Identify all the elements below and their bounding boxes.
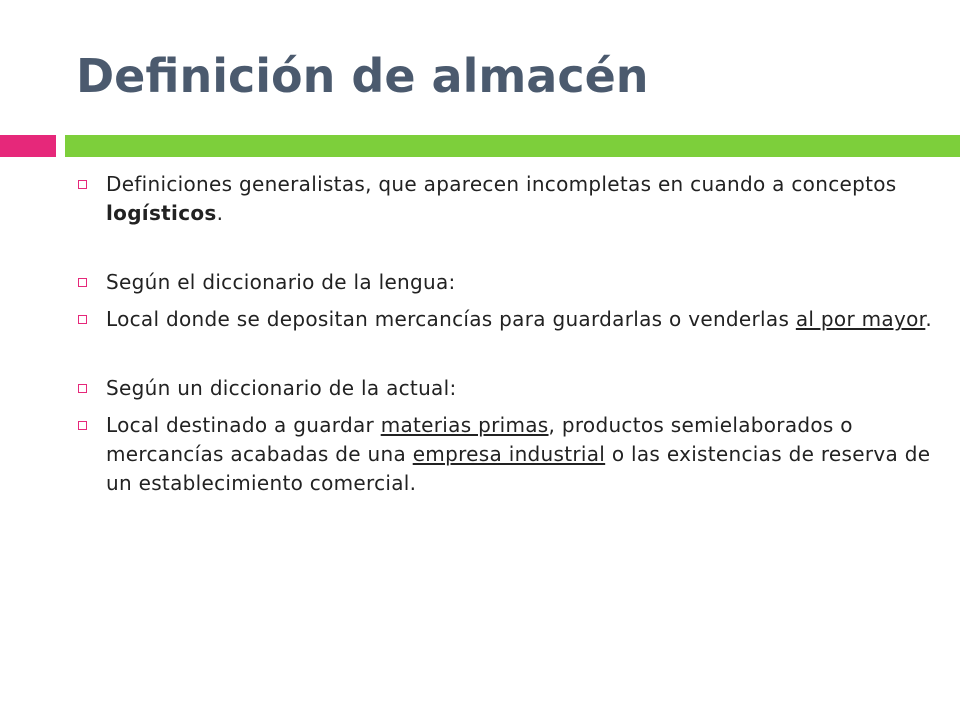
item-text: . bbox=[925, 307, 932, 331]
item-bold-text: logísticos bbox=[106, 201, 217, 225]
item-text: Según el diccionario de la lengua: bbox=[106, 270, 456, 294]
list-item-local-destinado bbox=[76, 411, 936, 498]
link-al-por-mayor[interactable]: al por mayor bbox=[795, 307, 926, 331]
list-item-diccionario-actual bbox=[76, 374, 936, 403]
list-item-local-mercancias bbox=[76, 305, 936, 334]
list-item-definiciones bbox=[76, 170, 936, 228]
link-materias-primas[interactable]: materias primas bbox=[380, 413, 549, 437]
item-text: Según un diccionario de la actual: bbox=[106, 376, 457, 400]
item-text: Definiciones generalistas, que aparecen incompletas en cuando a conceptos bbox=[106, 172, 897, 196]
square-bullet-icon bbox=[78, 315, 87, 324]
link-empresa-industrial[interactable]: empresa industrial bbox=[412, 442, 606, 466]
list-item-diccionario-lengua bbox=[76, 268, 936, 297]
square-bullet-icon bbox=[78, 384, 87, 393]
item-text: , productos semielaborados o mercancías acabadas de una bbox=[106, 413, 853, 466]
square-bullet-icon bbox=[78, 278, 87, 287]
item-text: . bbox=[216, 201, 224, 225]
item-text: Local destinado a guardar bbox=[106, 413, 381, 437]
item-text: Local donde se depositan mercancías para guardarlas o venderlas bbox=[106, 307, 796, 331]
square-bullet-icon bbox=[78, 180, 87, 189]
item-text: o las existencias de reserva de un establecimiento comercial. bbox=[106, 442, 931, 495]
slide-title: Definición de almacén bbox=[76, 49, 649, 103]
square-bullet-icon bbox=[78, 421, 87, 430]
accent-bar-green bbox=[65, 135, 960, 157]
bullet-list bbox=[76, 170, 936, 498]
accent-bar-pink bbox=[0, 135, 56, 157]
